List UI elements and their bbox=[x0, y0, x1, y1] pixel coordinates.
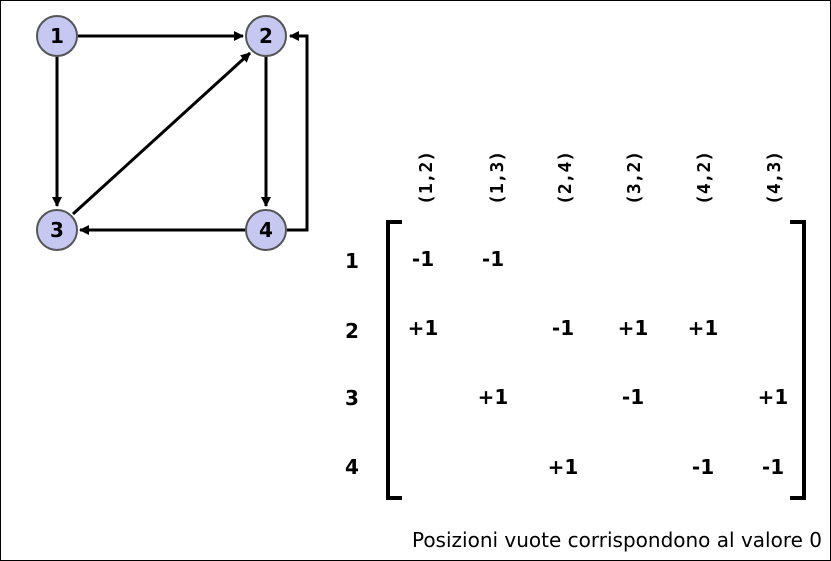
matrix-cell: +1 bbox=[477, 385, 509, 409]
matrix-cell: -1 bbox=[551, 316, 575, 340]
matrix-cell: -1 bbox=[621, 385, 645, 409]
node-2 bbox=[246, 16, 286, 56]
node-3-label: 3 bbox=[50, 218, 64, 242]
matrix-cells bbox=[408, 247, 789, 479]
node-1 bbox=[37, 16, 77, 56]
matrix-right-bracket bbox=[790, 222, 804, 498]
matrix-row-labels bbox=[345, 249, 359, 479]
node-2-label: 2 bbox=[259, 24, 273, 48]
row-label: 2 bbox=[345, 319, 359, 343]
matrix-cell: +1 bbox=[757, 385, 789, 409]
matrix-column-headers bbox=[416, 151, 785, 205]
column-header: (4,2) bbox=[694, 150, 715, 205]
edge-3-2 bbox=[73, 53, 250, 214]
graph-edges bbox=[57, 36, 307, 230]
column-header: (2,4) bbox=[555, 150, 576, 205]
column-header: (4,3) bbox=[764, 150, 785, 205]
matrix-cell: +1 bbox=[687, 316, 719, 340]
row-label: 1 bbox=[345, 249, 359, 273]
node-1-label: 1 bbox=[50, 24, 64, 48]
node-3 bbox=[37, 210, 77, 250]
edge-4-2 bbox=[287, 36, 307, 230]
node-4-label: 4 bbox=[259, 218, 273, 242]
matrix-cell: -1 bbox=[481, 247, 505, 271]
column-header: (1,2) bbox=[416, 150, 437, 205]
matrix-cell: -1 bbox=[691, 455, 715, 479]
row-label: 4 bbox=[345, 455, 359, 479]
node-4 bbox=[246, 210, 286, 250]
column-header: (1,3) bbox=[487, 150, 508, 205]
column-header: (3,2) bbox=[624, 150, 645, 205]
matrix-cell: -1 bbox=[761, 455, 785, 479]
matrix-cell: -1 bbox=[411, 247, 435, 271]
matrix-cell: +1 bbox=[617, 316, 649, 340]
matrix-left-bracket bbox=[388, 222, 402, 498]
empty-positions-note: Posizioni vuote corrispondono al valore 0 bbox=[411, 528, 822, 552]
matrix-cell: +1 bbox=[407, 316, 439, 340]
matrix-cell: +1 bbox=[547, 455, 579, 479]
row-label: 3 bbox=[345, 386, 359, 410]
